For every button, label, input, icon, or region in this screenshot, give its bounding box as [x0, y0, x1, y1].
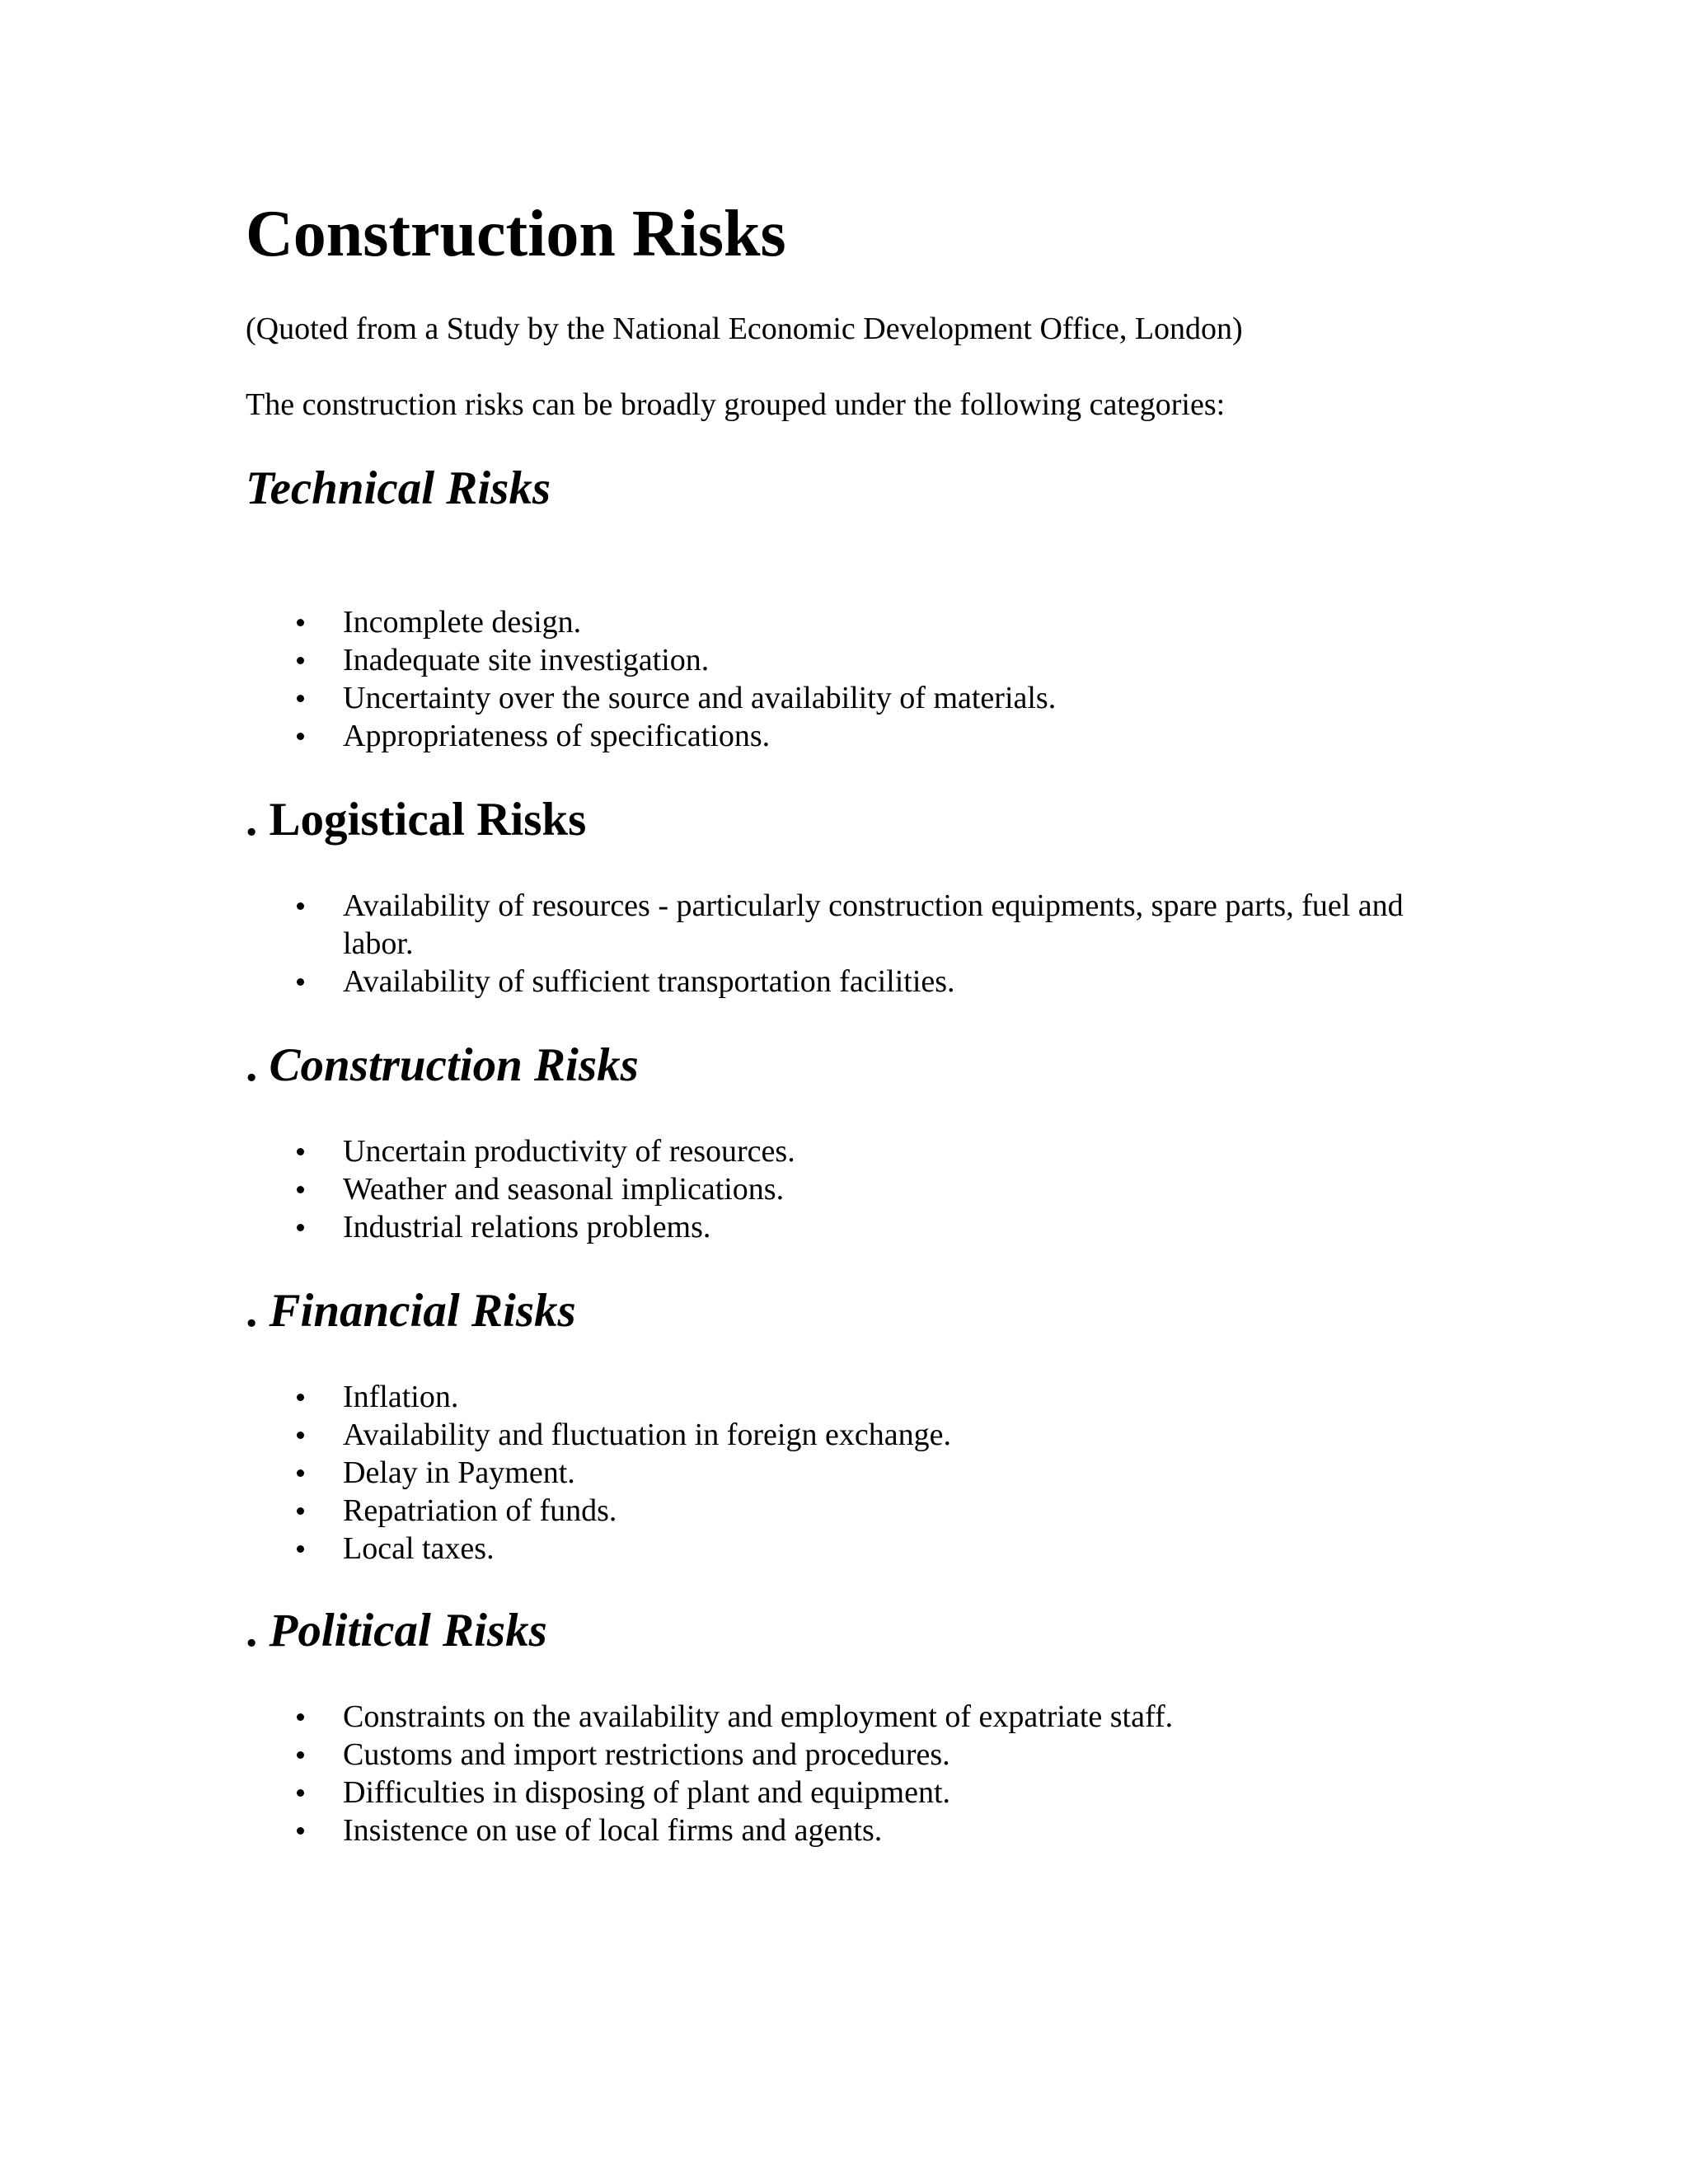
section-list-political: [246, 1698, 1449, 1849]
list-item: Delay in Payment.: [246, 1454, 1449, 1492]
list-item: Uncertain productivity of resources.: [246, 1132, 1449, 1170]
bullet-icon: [297, 978, 304, 986]
section-heading-logistical: . Logistical Risks: [246, 794, 587, 846]
bullet-icon: [297, 1545, 304, 1553]
bullet-icon: [297, 902, 304, 910]
list-item: Industrial relations problems.: [246, 1208, 1449, 1246]
section-heading-political: . Political Risks: [246, 1605, 547, 1657]
bullet-icon: [297, 1432, 304, 1439]
bullet-icon: [297, 1148, 304, 1155]
section-list-technical: [246, 603, 1449, 755]
bullet-icon: [297, 619, 304, 626]
page-title: Construction Risks: [246, 198, 786, 270]
bullet-icon: [297, 657, 304, 664]
list-item: Difficulties in disposing of plant and equipment.: [246, 1774, 1449, 1811]
list-item: Availability and fluctuation in foreign exchange.: [246, 1416, 1449, 1454]
list-item: Inflation.: [246, 1378, 1449, 1416]
list-item: Repatriation of funds.: [246, 1492, 1449, 1530]
bullet-icon: [297, 1394, 304, 1401]
bullet-icon: [297, 1507, 304, 1515]
list-item: Uncertainty over the source and availability of materials.: [246, 679, 1449, 717]
list-item: Insistence on use of local firms and agents.: [246, 1811, 1449, 1849]
bullet-icon: [297, 1713, 304, 1721]
list-item: Constraints on the availability and employment of expatriate staff.: [246, 1698, 1449, 1736]
intro-text: The construction risks can be broadly grouped under the following categories:: [246, 387, 1226, 422]
section-heading-construction: . Construction Risks: [246, 1039, 639, 1091]
bullet-icon: [297, 1224, 304, 1231]
section-heading-technical: Technical Risks: [246, 462, 551, 514]
bullet-icon: [297, 1789, 304, 1797]
list-item: Customs and import restrictions and procedures.: [246, 1736, 1449, 1774]
list-item: Inadequate site investigation.: [246, 641, 1449, 679]
bullet-icon: [297, 733, 304, 740]
bullet-icon: [297, 1827, 304, 1835]
list-item: Appropriateness of specifications.: [246, 717, 1449, 755]
list-item: Availability of resources - particularly construction equipments, spare parts, fuel and labor.: [246, 887, 1449, 963]
bullet-icon: [297, 1469, 304, 1477]
section-heading-financial: . Financial Risks: [246, 1285, 576, 1337]
bullet-icon: [297, 695, 304, 702]
section-list-logistical: [246, 887, 1449, 1001]
list-item: Availability of sufficient transportation facilities.: [246, 963, 1449, 1001]
bullet-icon: [297, 1751, 304, 1759]
source-note: (Quoted from a Study by the National Economic Development Office, London): [246, 312, 1243, 346]
list-item: Local taxes.: [246, 1530, 1449, 1568]
section-list-construction: [246, 1132, 1449, 1246]
bullet-icon: [297, 1186, 304, 1193]
section-list-financial: [246, 1378, 1449, 1568]
list-item: Incomplete design.: [246, 603, 1449, 641]
list-item: Weather and seasonal implications.: [246, 1170, 1449, 1208]
